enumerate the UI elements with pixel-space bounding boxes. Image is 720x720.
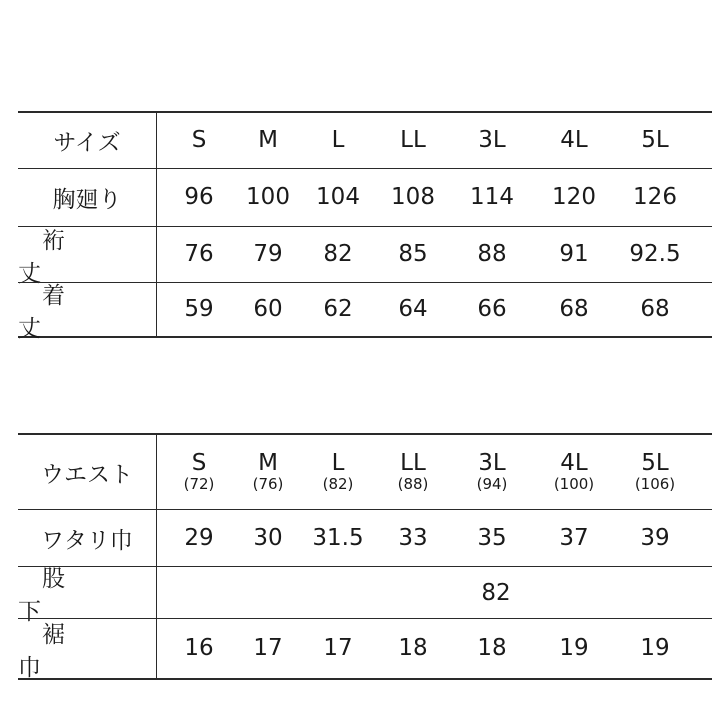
row-header: サイズ xyxy=(53,130,121,156)
size-table-bottom xyxy=(18,433,712,680)
table-cell: 82 xyxy=(323,241,353,268)
table-cell: 18 xyxy=(477,635,507,662)
size-label: 5L xyxy=(641,450,669,477)
waist-measure: (76) xyxy=(252,475,284,494)
column-divider xyxy=(156,283,157,336)
size-header-cell xyxy=(620,435,690,509)
table-cell: 3L xyxy=(478,127,506,154)
size-label: M xyxy=(258,450,278,477)
waist-measure: (94) xyxy=(476,475,508,494)
row-header: ウエスト xyxy=(41,461,133,488)
table-cell: S xyxy=(191,127,207,154)
row-header: ワタリ巾 xyxy=(41,527,133,554)
table-cell: 30 xyxy=(253,524,283,551)
table-row xyxy=(18,226,712,287)
table-cell: 31.5 xyxy=(312,524,364,551)
table-cell: 66 xyxy=(477,296,507,323)
table-cell: 59 xyxy=(184,296,214,323)
size-header-cell xyxy=(303,435,373,509)
table-row xyxy=(18,618,712,681)
table-cell: 85 xyxy=(398,241,428,268)
column-divider xyxy=(156,169,157,226)
table-cell: 35 xyxy=(477,524,507,551)
size-label: 4L xyxy=(560,450,588,477)
table-row xyxy=(18,509,712,566)
table-cell: L xyxy=(331,127,345,154)
table-cell: 16 xyxy=(184,635,214,662)
waist-measure: (106) xyxy=(634,475,676,494)
row-header: 着 丈 xyxy=(18,282,89,342)
table-cell: 39 xyxy=(640,524,670,551)
spanning-cell: 82 xyxy=(481,579,511,606)
waist-measure: (88) xyxy=(397,475,429,494)
table-cell: 108 xyxy=(391,184,435,211)
table-cell: 17 xyxy=(323,635,353,662)
column-divider xyxy=(156,619,157,678)
table-row xyxy=(18,435,712,509)
size-label: 3L xyxy=(478,450,506,477)
table-cell: 5L xyxy=(641,127,669,154)
table-cell: 60 xyxy=(253,296,283,323)
table-cell: 17 xyxy=(253,635,283,662)
size-header-cell xyxy=(233,435,303,509)
row-header: 股 下 xyxy=(18,565,89,625)
column-divider xyxy=(156,510,157,566)
size-table-top xyxy=(18,111,712,342)
size-label: L xyxy=(331,450,345,477)
table-cell: 100 xyxy=(246,184,290,211)
table-row xyxy=(18,282,712,342)
table-row xyxy=(18,168,712,226)
table-cell: 62 xyxy=(323,296,353,323)
table-row xyxy=(18,113,712,168)
row-header: 胸廻り xyxy=(52,187,122,213)
column-divider xyxy=(156,113,157,168)
table-cell: LL xyxy=(400,127,426,154)
table-cell: 126 xyxy=(633,184,677,211)
size-header-cell xyxy=(539,435,609,509)
table-cell: 114 xyxy=(470,184,514,211)
table-cell: M xyxy=(258,127,278,154)
table-cell: 76 xyxy=(184,241,214,268)
column-divider xyxy=(156,435,157,509)
size-label: S xyxy=(191,450,207,477)
size-label: LL xyxy=(400,450,426,477)
column-divider xyxy=(156,227,157,282)
table-cell: 4L xyxy=(560,127,588,154)
table-cell: 68 xyxy=(559,296,589,323)
table-cell: 79 xyxy=(253,241,283,268)
table-cell: 120 xyxy=(552,184,596,211)
table-cell: 19 xyxy=(640,635,670,662)
table-cell: 33 xyxy=(398,524,428,551)
table-cell: 88 xyxy=(477,241,507,268)
waist-measure: (72) xyxy=(183,475,215,494)
table-cell: 92.5 xyxy=(629,241,681,268)
table-cell: 18 xyxy=(398,635,428,662)
waist-measure: (100) xyxy=(553,475,595,494)
waist-measure: (82) xyxy=(322,475,354,494)
table-cell: 37 xyxy=(559,524,589,551)
table-cell: 29 xyxy=(184,524,214,551)
table-cell: 104 xyxy=(316,184,360,211)
row-header: 裾 巾 xyxy=(18,621,89,681)
table-cell: 91 xyxy=(559,241,589,268)
table-cell: 68 xyxy=(640,296,670,323)
row-header: 裄 丈 xyxy=(18,227,89,287)
table-cell: 96 xyxy=(184,184,214,211)
size-header-cell xyxy=(457,435,527,509)
table-cell: 64 xyxy=(398,296,428,323)
table-row xyxy=(18,565,712,625)
table-cell: 19 xyxy=(559,635,589,662)
size-header-cell xyxy=(378,435,448,509)
size-header-cell xyxy=(164,435,234,509)
